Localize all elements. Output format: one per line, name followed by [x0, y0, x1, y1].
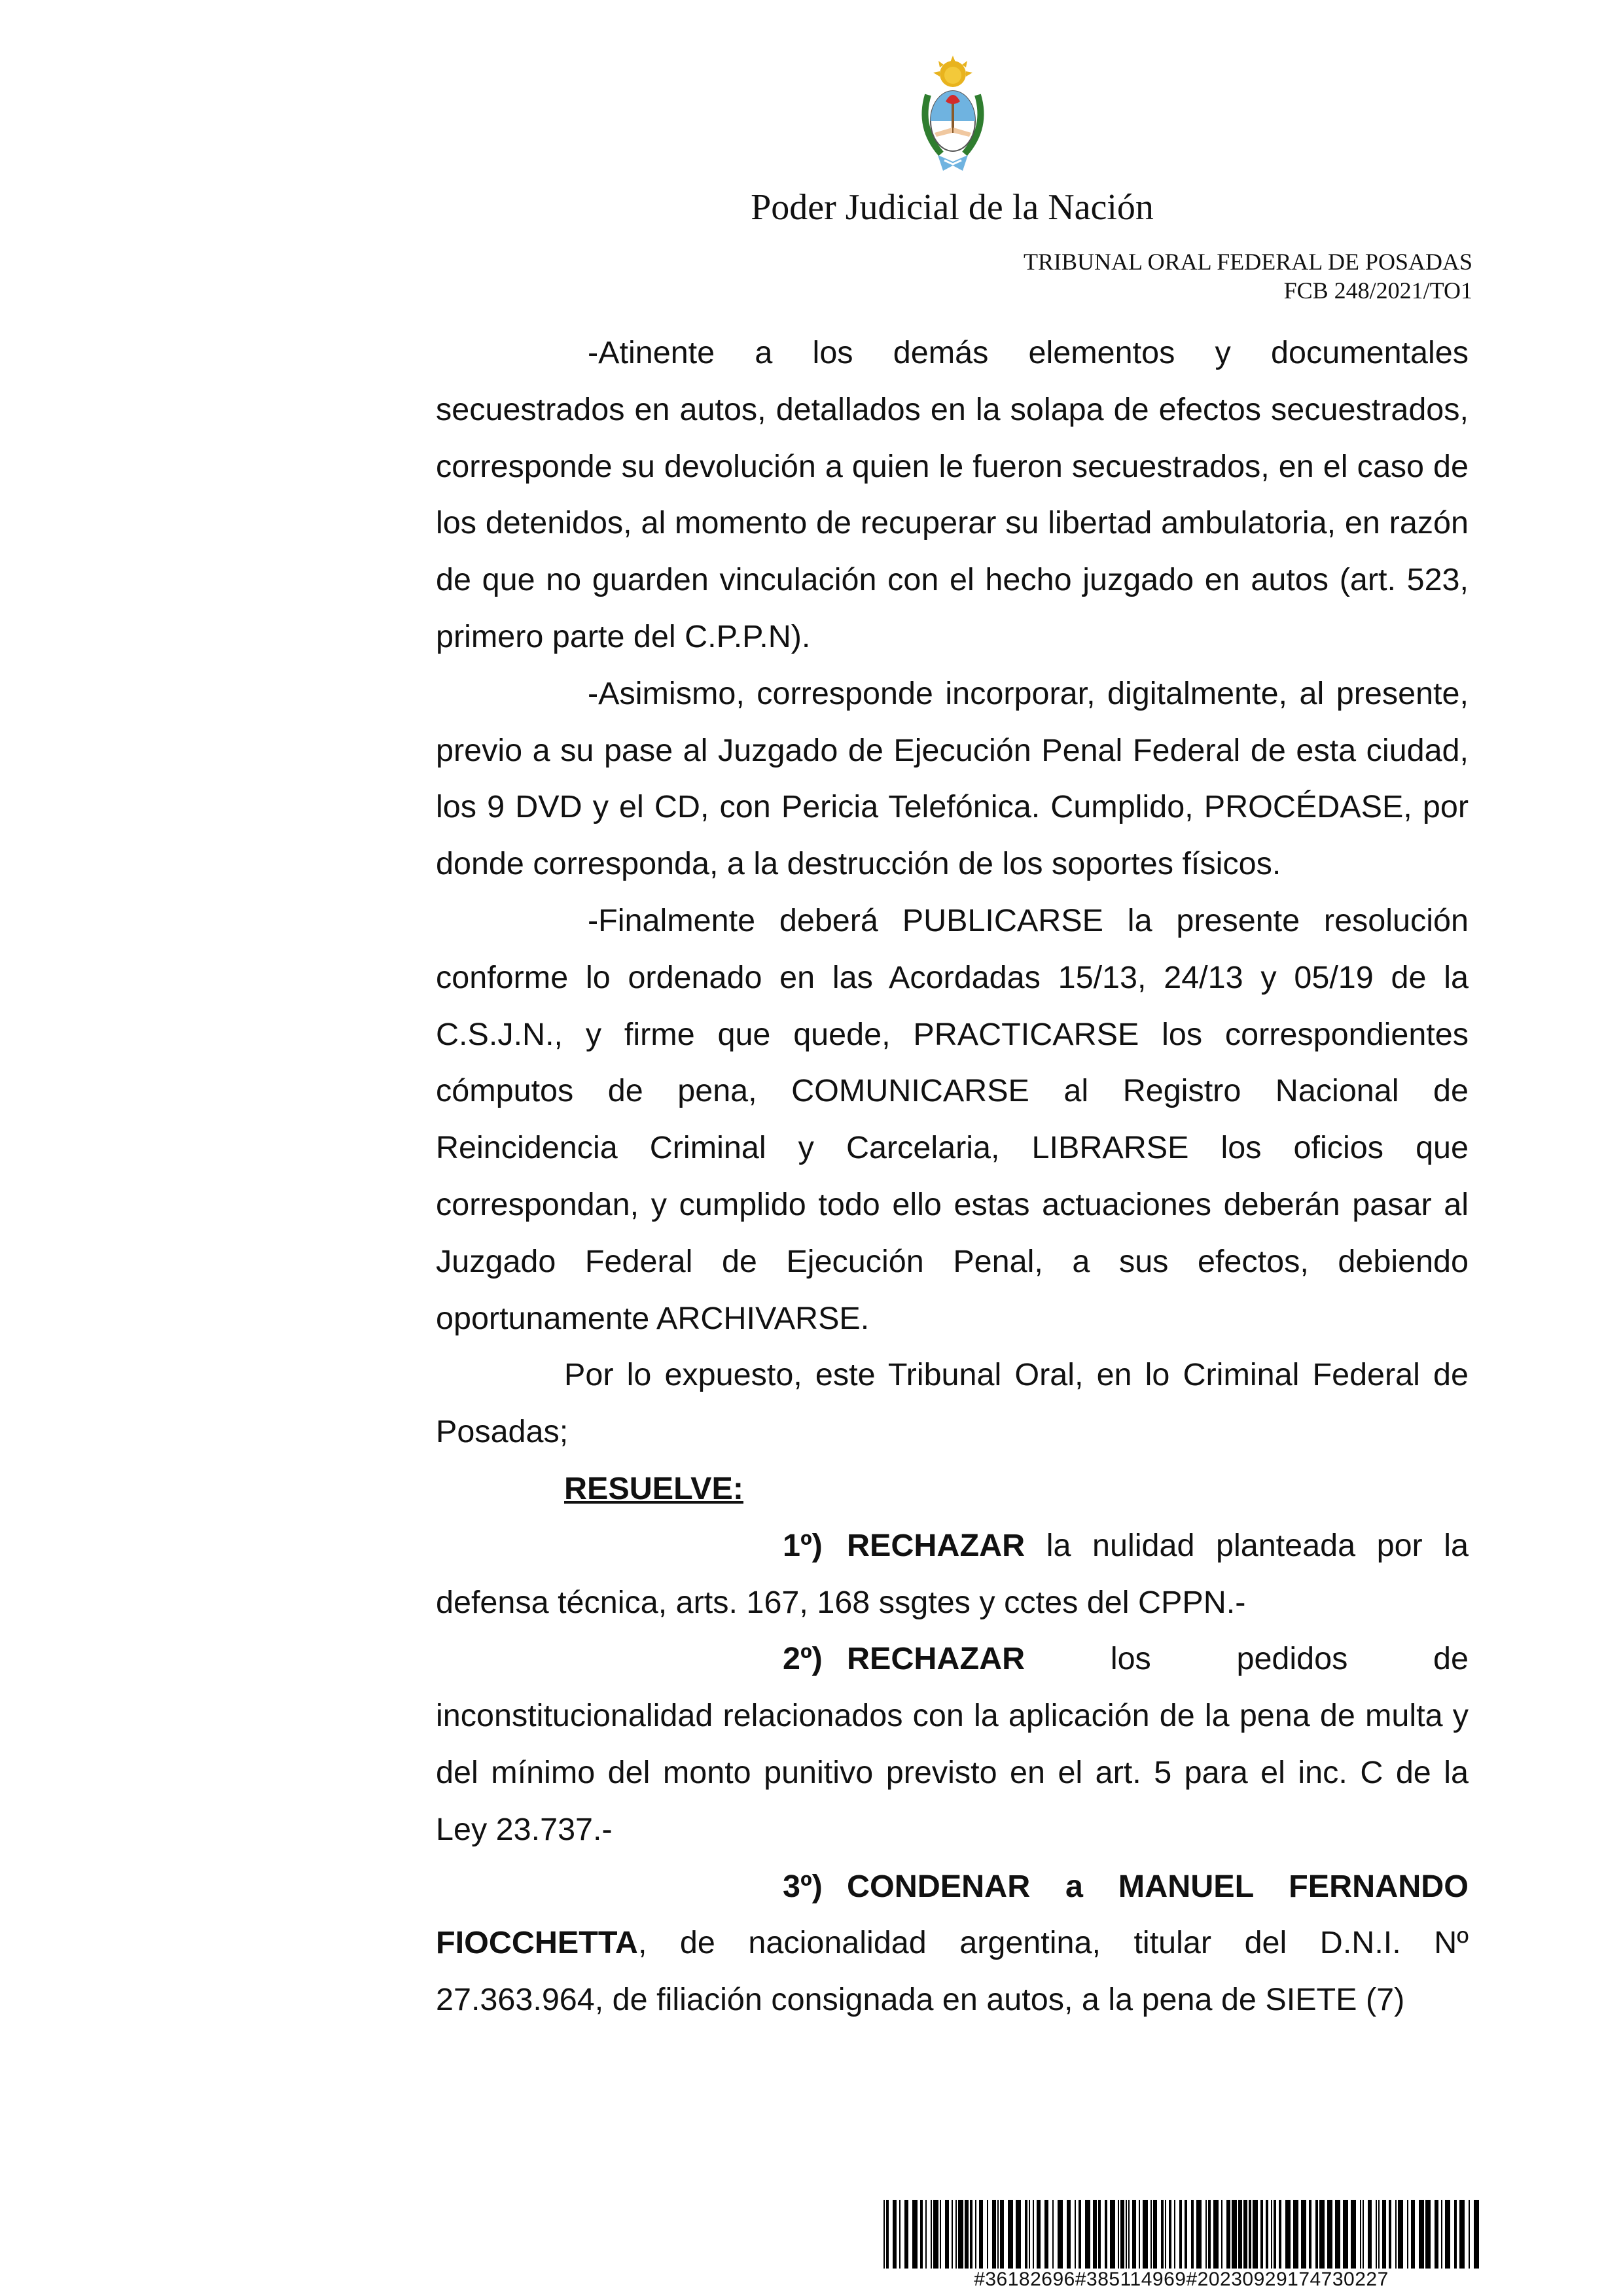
barcode-bar — [931, 2200, 932, 2269]
paragraph-publication: -Finalmente deberá PUBLICARSE la presente resolución conforme lo ordenado en las Acordadas 15/13, 24/13 y 05/19 de la C.S.J.N., y firme que quede, PRACTICARSE los correspondientes cómputos de pena, COMUNICARSE al Registro Nacional de Reincidencia Criminal y Carcelaria, LIBRARSE los oficios que correspondan, y cumplido todo ello estas actuaciones deberán pasar al Juzgado Federal de Ejecución Penal, a sus efectos, debiendo oportunamente ARCHIVARSE. — [436, 902, 1469, 1336]
barcode-bar — [1126, 2200, 1127, 2269]
barcode-bar — [1132, 2200, 1136, 2269]
resolution-heading: RESUELVE: — [564, 1470, 743, 1506]
barcode-bar — [1445, 2200, 1450, 2269]
barcode-bar — [1153, 2200, 1157, 2269]
barcode-bar — [1044, 2200, 1048, 2269]
barcode-bar — [883, 2200, 885, 2269]
barcode-bar — [1226, 2200, 1230, 2269]
resolution-item-1 — [436, 1517, 1469, 1631]
barcode-bar — [912, 2200, 918, 2269]
barcode-bar — [1025, 2200, 1027, 2269]
item-text: la nulidad planteada por la defensa técnica, arts. 167, 168 ssgtes y cctes del CPPN.- — [436, 1527, 1469, 1620]
coat-of-arms-emblem — [912, 56, 994, 180]
barcode-bar — [1185, 2200, 1187, 2269]
barcode-bar — [1110, 2200, 1115, 2269]
document-body — [436, 325, 1469, 2028]
barcode-bar — [1411, 2200, 1415, 2269]
barcode-bar — [1459, 2200, 1465, 2269]
barcode-bar — [1037, 2200, 1041, 2269]
barcode-bar — [1143, 2200, 1148, 2269]
barcode-bar — [1351, 2200, 1356, 2269]
barcode-bar — [987, 2200, 988, 2269]
barcode-bar — [1419, 2200, 1424, 2269]
resolution-item-3 — [436, 1858, 1469, 2028]
barcode-bar — [1389, 2200, 1391, 2269]
barcode-bar — [1085, 2200, 1090, 2269]
barcode-bar — [899, 2200, 901, 2269]
barcode-bar — [1271, 2200, 1272, 2269]
barcode-bar — [1238, 2200, 1242, 2269]
barcode-bar — [904, 2200, 908, 2269]
barcode-bar — [1029, 2200, 1030, 2269]
barcode-bar — [1075, 2200, 1076, 2269]
barcode-bar — [1407, 2200, 1408, 2269]
item-number: 3º) — [783, 1868, 823, 1904]
barcode-bar — [970, 2200, 972, 2269]
barcode-bar — [1315, 2200, 1318, 2269]
barcode-bar — [1279, 2200, 1281, 2269]
barcode-bar — [1309, 2200, 1311, 2269]
item-text: , de nacionalidad argentina, titular del D.N.I. Nº 27.363.964, de filiación consignada en autos, a la pena de SIETE (7) — [436, 1925, 1469, 2018]
barcode-bar — [1274, 2200, 1276, 2269]
barcode-bar — [945, 2200, 949, 2269]
barcode-bar — [1319, 2200, 1325, 2269]
barcode-bar — [1232, 2200, 1237, 2269]
barcode-bar — [933, 2200, 938, 2269]
barcode-bar — [1033, 2200, 1034, 2269]
barcode-number: #36182696#385114969#20230929174730227 — [974, 2269, 1389, 2290]
resolution-item-2 — [436, 1631, 1469, 1858]
barcode-bar — [992, 2200, 996, 2269]
barcode-bar — [1118, 2200, 1119, 2269]
barcode-bar — [955, 2200, 957, 2269]
barcode-bar — [1398, 2200, 1403, 2269]
barcode-bar — [1474, 2200, 1479, 2269]
barcode-bar — [1469, 2200, 1470, 2269]
barcode-bar — [1301, 2200, 1306, 2269]
barcode-bar — [1052, 2200, 1054, 2269]
barcode-bar — [1441, 2200, 1442, 2269]
item-verb: RECHAZAR — [847, 1527, 1026, 1563]
barcode-bar — [1266, 2200, 1268, 2269]
barcode-bar — [958, 2200, 963, 2269]
barcode-bar — [1098, 2200, 1101, 2269]
document-barcode — [883, 2200, 1479, 2269]
barcode-bar — [1382, 2200, 1386, 2269]
barcode-bar — [1058, 2200, 1063, 2269]
barcode-bar — [1000, 2200, 1004, 2269]
barcode-bar — [1285, 2200, 1291, 2269]
barcode-bar — [1343, 2200, 1348, 2269]
barcode-bar — [975, 2200, 976, 2269]
paragraph-seized-items: -Atinente a los demás elementos y documentales secuestrados en autos, detallados en la solapa de efectos secuestrados, corresponde su devolución a quien le fueron secuestrados, en el caso de los detenidos, al momento de recuperar su libertad ambulatoria, en razón de que no guarden vinculación con el hecho juzgado en autos (art. 523, primero parte del C.P.P.N). — [436, 335, 1469, 654]
barcode-bar — [1196, 2200, 1202, 2269]
barcode-bar — [886, 2200, 889, 2269]
barcode-bar — [1093, 2200, 1097, 2269]
barcode-bar — [920, 2200, 923, 2269]
item-text: los pedidos de inconstitucionalidad relacionados con la aplicación de la pena de multa y del mínimo del monto punitivo previsto en el art. 5 para el inc. C de la Ley 23.737.- — [436, 1641, 1469, 1847]
barcode-bar — [1454, 2200, 1457, 2269]
barcode-bar — [893, 2200, 897, 2269]
barcode-bar — [1079, 2200, 1081, 2269]
barcode-bar — [1179, 2200, 1182, 2269]
barcode-bar — [1191, 2200, 1194, 2269]
barcode-bar — [1128, 2200, 1130, 2269]
barcode-bar — [1368, 2200, 1372, 2269]
barcode-bar — [1435, 2200, 1438, 2269]
item-number: 1º) — [783, 1527, 823, 1563]
barcode-bar — [1378, 2200, 1380, 2269]
barcode-bar — [1150, 2200, 1152, 2269]
barcode-bar — [1174, 2200, 1175, 2269]
barcode-bar — [1208, 2200, 1211, 2269]
barcode-bar — [965, 2200, 969, 2269]
barcode-bar — [979, 2200, 983, 2269]
barcode-bar — [1120, 2200, 1124, 2269]
barcode-bar — [1105, 2200, 1107, 2269]
court-name-heading: Poder Judicial de la Nación — [751, 187, 1154, 228]
barcode-bar — [1016, 2200, 1021, 2269]
barcode-bar — [1260, 2200, 1263, 2269]
barcode-bar — [1363, 2200, 1364, 2269]
barcode-bar — [1360, 2200, 1361, 2269]
barcode-bar — [952, 2200, 953, 2269]
barcode-bar — [1067, 2200, 1071, 2269]
item-number: 2º) — [783, 1641, 823, 1677]
paragraph-dvd-incorporation: -Asimismo, corresponde incorporar, digitalmente, al presente, previo a su pase al Juzgado de Ejecución Penal Federal de esta ciudad, los 9 DVD y el CD, con Pericia Telefónica. Cumplido, PROCÉDASE, por donde corresponda, a la destrucción de los soportes físicos. — [436, 675, 1469, 882]
barcode-bar — [997, 2200, 999, 2269]
barcode-bar — [1249, 2200, 1251, 2269]
barcode-bar — [1169, 2200, 1171, 2269]
tribunal-name: TRIBUNAL ORAL FEDERAL DE POSADAS — [1023, 249, 1472, 275]
barcode-bar — [1243, 2200, 1247, 2269]
barcode-bar — [1395, 2200, 1397, 2269]
barcode-bar — [1139, 2200, 1140, 2269]
paragraph-conclusion: Por lo expuesto, este Tribunal Oral, en lo Criminal Federal de Posadas; — [436, 1357, 1469, 1450]
barcode-bar — [1221, 2200, 1222, 2269]
barcode-bar — [1327, 2200, 1332, 2269]
document-header — [1024, 247, 1472, 305]
item-verb: RECHAZAR — [847, 1641, 1026, 1677]
barcode-bar — [1425, 2200, 1431, 2269]
barcode-bar — [1008, 2200, 1013, 2269]
barcode-bar — [1213, 2200, 1219, 2269]
barcode-bar — [1165, 2200, 1166, 2269]
barcode-bar — [1253, 2200, 1258, 2269]
barcode-bar — [1376, 2200, 1377, 2269]
case-number: FCB 248/2021/TO1 — [1283, 277, 1472, 304]
barcode-bar — [925, 2200, 927, 2269]
item-verb: CONDENAR a MANUEL FERNANDO FIOCCHETTA — [436, 1868, 1469, 1961]
barcode-bar — [940, 2200, 941, 2269]
barcode-bar — [1293, 2200, 1298, 2269]
barcode-bar — [1205, 2200, 1207, 2269]
barcode-bar — [1335, 2200, 1340, 2269]
barcode-bar — [1161, 2200, 1164, 2269]
